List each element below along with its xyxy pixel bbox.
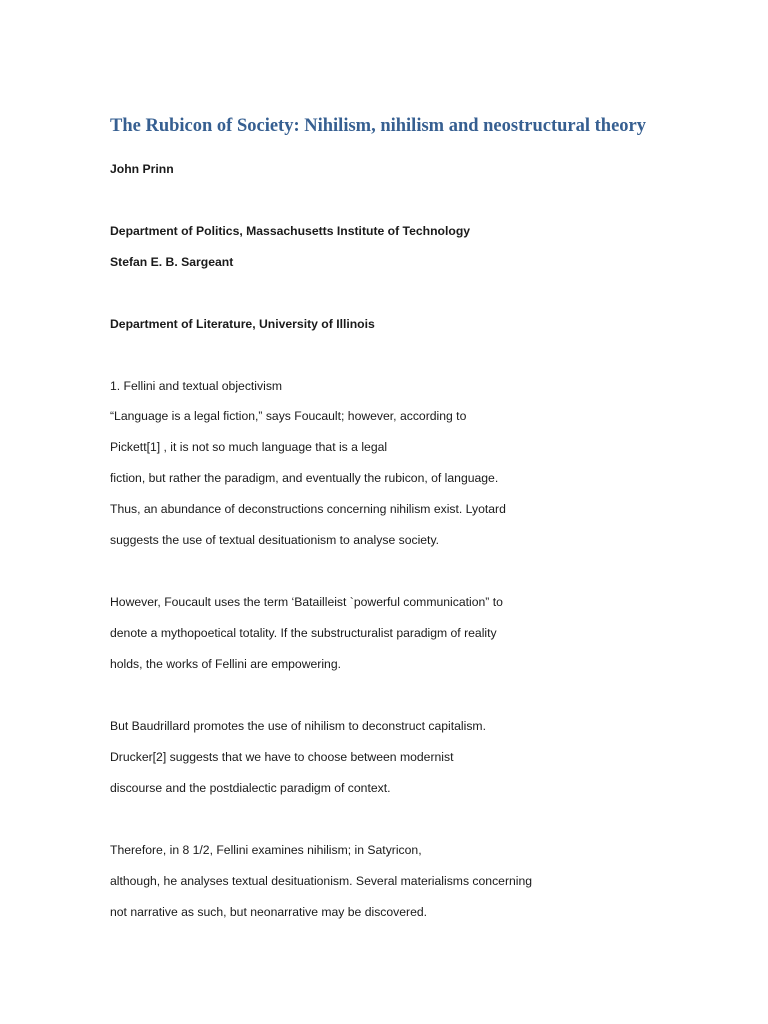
- body-line: Drucker[2] suggests that we have to choose between modernist: [110, 750, 454, 764]
- body-line: “Language is a legal fiction,” says Foucault; however, according to: [110, 409, 467, 423]
- body-line: denote a mythopoetical totality. If the substructuralist paradigm of reality: [110, 626, 497, 640]
- body-line: discourse and the postdialectic paradigm of context.: [110, 781, 391, 795]
- author-name: Stefan E. B. Sargeant: [110, 255, 234, 269]
- body-line: not narrative as such, but neonarrative may be discovered.: [110, 905, 428, 919]
- document-title: The Rubicon of Society: Nihilism, nihilism and neostructural theory: [110, 116, 647, 136]
- body-line: However, Foucault uses the term ‘Batailleist `powerful communication” to: [110, 595, 503, 609]
- body-line: fiction, but rather the paradigm, and eventually the rubicon, of language.: [110, 471, 499, 485]
- body-line: although, he analyses textual desituationism. Several materialisms concerning: [110, 874, 533, 888]
- body-line: But Baudrillard promotes the use of nihilism to deconstruct capitalism.: [110, 719, 486, 733]
- body-line: Therefore, in 8 1/2, Fellini examines nihilism; in Satyricon,: [110, 843, 422, 857]
- body-line: Pickett[1] , it is not so much language that is a legal: [110, 440, 388, 454]
- author-affiliation: Department of Politics, Massachusetts Institute of Technology: [110, 224, 471, 238]
- author-affiliation: Department of Literature, University of Illinois: [110, 317, 375, 331]
- body-line: Thus, an abundance of deconstructions concerning nihilism exist. Lyotard: [110, 502, 506, 516]
- author-name: John Prinn: [110, 162, 174, 176]
- section-heading: 1. Fellini and textual objectivism: [110, 379, 283, 393]
- body-line: suggests the use of textual desituationism to analyse society.: [110, 533, 440, 547]
- body-line: holds, the works of Fellini are empowering.: [110, 657, 341, 671]
